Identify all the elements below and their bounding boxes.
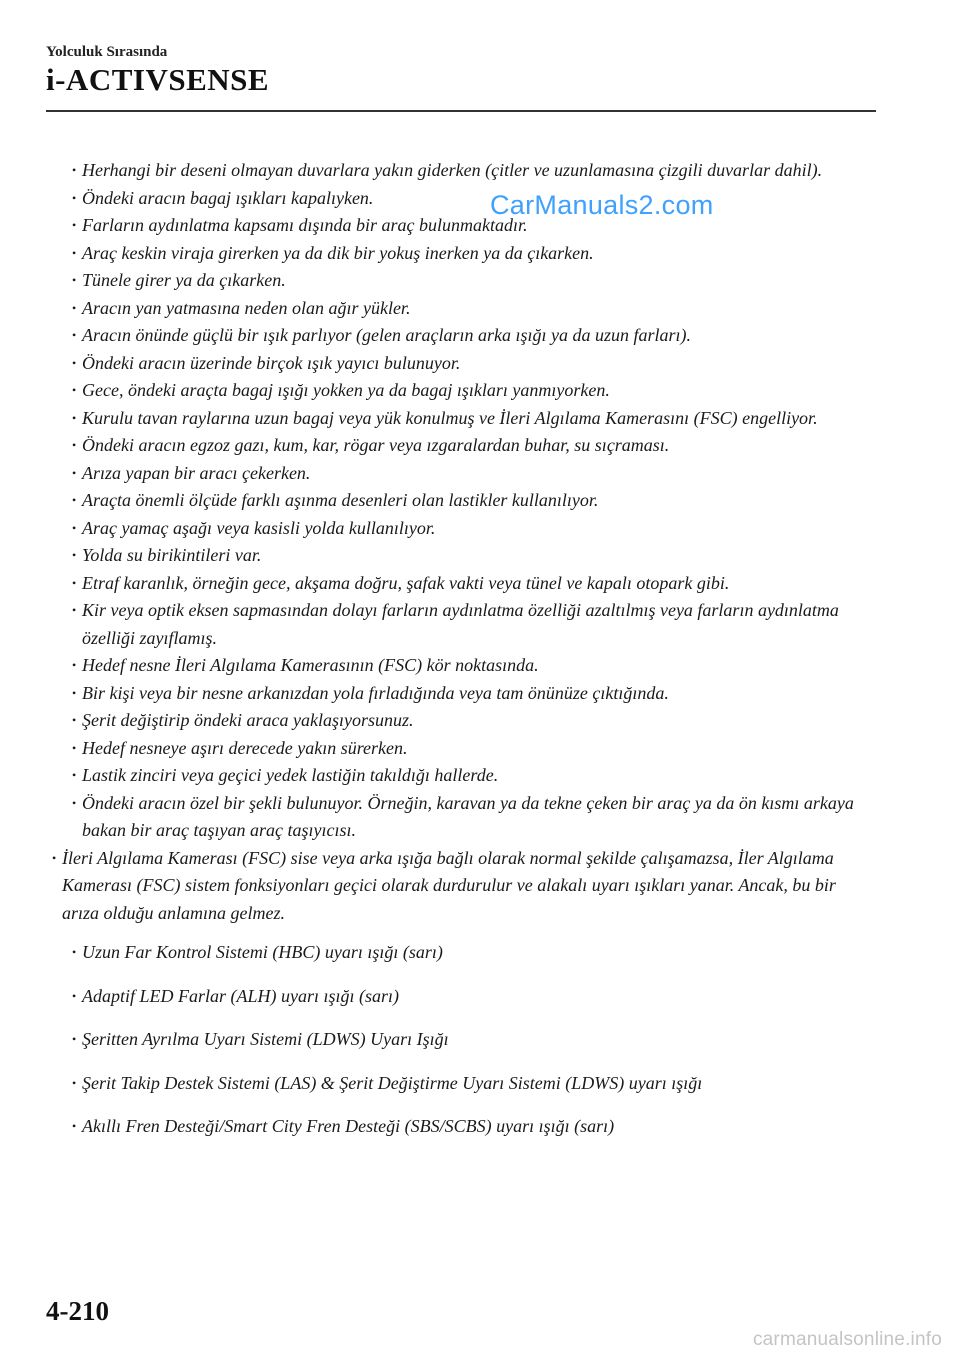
list-item: • Herhangi bir deseni olmayan duvarlara yakın giderken (çitler ve uzunlamasına çizgili duvarlar dahil). xyxy=(52,157,874,185)
section-label: Yolculuk Sırasında xyxy=(46,44,168,60)
list-item: • Uzun Far Kontrol Sistemi (HBC) uyarı ışığı (sarı) xyxy=(52,939,874,967)
list-item: • Öndeki aracın özel bir şekli bulunuyor. Örneğin, karavan ya da tekne çeken bir araç ya da ön kısmı arkaya bakan bir araç taşıyan araç taşıyıcısı. xyxy=(52,790,874,845)
page-title: i-ACTIVSENSE xyxy=(46,62,270,97)
list-item: • Hedef nesne İleri Algılama Kamerasının (FSC) kör noktasında. xyxy=(52,652,874,680)
list-item: • Hedef nesneye aşırı derecede yakın sürerken. xyxy=(52,735,874,763)
list-item: • Şerit Takip Destek Sistemi (LAS) & Şerit Değiştirme Uyarı Sistemi (LDWS) uyarı ışığı xyxy=(52,1070,874,1098)
notice-list xyxy=(52,845,874,928)
list-item: • Şeritten Ayrılma Uyarı Sistemi (LDWS) Uyarı Işığı xyxy=(52,1026,874,1054)
notice-paragraph: • İleri Algılama Kamerası (FSC) sise veya arka ışığa bağlı olarak normal şekilde çalışamazsa, İler Algılama Kamerası (FSC) sistem fonksiyonları geçici olarak durdurulur ve alakalı uyarı ışıkları yanar. Ancak, bu bir arıza olduğu anlamına gelmez. xyxy=(52,845,874,928)
list-item: • Bir kişi veya bir nesne arkanızdan yola fırladığında veya tam önünüze çıktığında. xyxy=(52,680,874,708)
list-item: • Akıllı Fren Desteği/Smart City Fren Desteği (SBS/SCBS) uyarı ışığı (sarı) xyxy=(52,1113,874,1141)
list-item: • Araç keskin viraja girerken ya da dik bir yokuş inerken ya da çıkarken. xyxy=(52,240,874,268)
list-item: • Öndeki aracın bagaj ışıkları kapalıyken. xyxy=(52,185,874,213)
list-item: • Kurulu tavan raylarına uzun bagaj veya yük konulmuş ve İleri Algılama Kamerasını (FSC) engelliyor. xyxy=(52,405,874,433)
conditions-list xyxy=(52,157,874,845)
list-item: • Aracın önünde güçlü bir ışık parlıyor (gelen araçların arka ışığı ya da uzun farları). xyxy=(52,322,874,350)
list-item: • Aracın yan yatmasına neden olan ağır yükler. xyxy=(52,295,874,323)
list-item: • Tünele girer ya da çıkarken. xyxy=(52,267,874,295)
list-item: • Öndeki aracın üzerinde birçok ışık yayıcı bulunuyor. xyxy=(52,350,874,378)
list-item: • Araçta önemli ölçüde farklı aşınma desenleri olan lastikler kullanılıyor. xyxy=(52,487,874,515)
list-item: • Öndeki aracın egzoz gazı, kum, kar, rögar veya ızgaralardan buhar, su sıçraması. xyxy=(52,432,874,460)
list-item: • Kir veya optik eksen sapmasından dolayı farların aydınlatma özelliği azaltılmış veya farların aydınlatma özelliği zayıflamış. xyxy=(52,597,874,652)
footer-watermark: carmanualsonline.info xyxy=(752,1329,942,1350)
list-item: • Gece, öndeki araçta bagaj ışığı yokken ya da bagaj ışıkları yanmıyorken. xyxy=(52,377,874,405)
list-item: • Adaptif LED Farlar (ALH) uyarı ışığı (sarı) xyxy=(52,983,874,1011)
page-content xyxy=(52,157,874,1157)
list-item: • Yolda su birikintileri var. xyxy=(52,542,874,570)
header-rule xyxy=(46,110,876,112)
watermark: CarManuals2.com xyxy=(490,190,714,220)
warning-lights-list xyxy=(52,939,874,1141)
page-number: 4-210 xyxy=(46,1296,109,1326)
list-item: • Araç yamaç aşağı veya kasisli yolda kullanılıyor. xyxy=(52,515,874,543)
list-item: • Etraf karanlık, örneğin gece, akşama doğru, şafak vakti veya tünel ve kapalı otopark gibi. xyxy=(52,570,874,598)
list-item: • Şerit değiştirip öndeki araca yaklaşıyorsunuz. xyxy=(52,707,874,735)
list-item: • Arıza yapan bir aracı çekerken. xyxy=(52,460,874,488)
list-item: • Lastik zinciri veya geçici yedek lastiğin takıldığı hallerde. xyxy=(52,762,874,790)
list-item: • Farların aydınlatma kapsamı dışında bir araç bulunmaktadır. xyxy=(52,212,874,240)
